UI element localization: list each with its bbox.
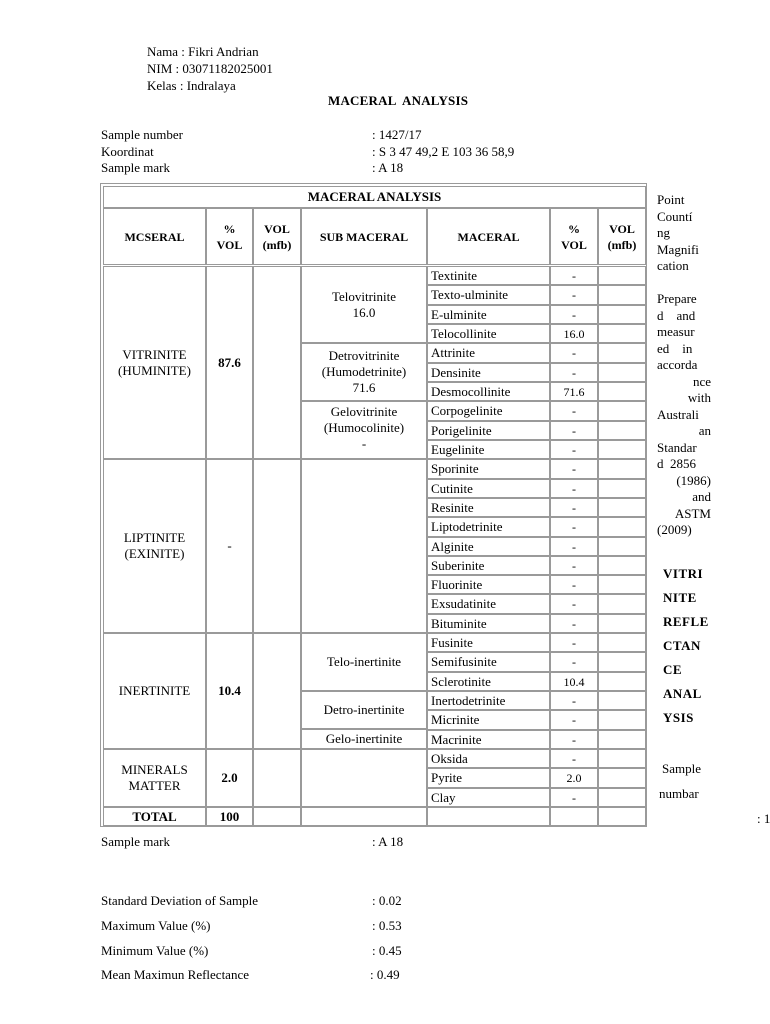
side-text: Magnifi [657,241,699,257]
side-text: Standar [657,439,697,455]
maceral-name: Porigelinite [427,421,550,440]
sample-number-value: : 1427/17 [372,127,422,142]
maceral-name: Resinite [427,498,550,517]
sub-detrovitrinite [301,343,427,401]
maceral-name: Macrinite [427,730,550,749]
sub-telovitrinite-name: Telovitrinite [331,288,397,304]
maceral-table [100,183,647,827]
student-kelas: Kelas : Indralaya [147,78,236,93]
total-mfb2 [598,807,646,826]
maceral-pct: - [550,730,598,749]
maceral-name: Micrinite [427,710,550,730]
group-vitrinite-pct: 87.6 [206,266,253,459]
stat-label: Minimum Value (%) [101,943,209,958]
maceral-mfb [598,594,646,614]
maceral-name: Telocollinite [427,324,550,343]
maceral-mfb [598,343,646,363]
side-text: d 2856 [657,456,696,471]
sub-liptinite-empty [301,459,427,633]
stat-label: Maximum Value (%) [101,918,211,933]
side-prepared [657,291,711,539]
side-text: cation [657,258,689,273]
maceral-pct: - [550,594,598,614]
maceral-pct: - [550,343,598,363]
group-minerals-mfb [253,749,301,807]
group-minerals: MINERALS MATTER [103,749,206,807]
sample-mark-value: : A 18 [372,160,404,175]
side-text: with [687,390,711,405]
header-vol-mfb: VOL (mfb) [253,208,301,265]
stat-value: : 0.02 [372,893,402,908]
maceral-name: E-ulminite [427,305,550,324]
group-liptinite: LIPTINITE (EXINITE) [103,459,206,633]
maceral-pct: - [550,788,598,807]
maceral-pct: - [550,479,598,498]
header-mcseral: MCSERAL [103,208,206,265]
maceral-mfb [598,382,646,401]
maceral-name: Corpogelinite [427,401,550,421]
side-text: Australi [657,406,699,422]
footer-sample-mark-label: Sample mark [101,834,170,849]
stat-value: : 0.45 [372,943,402,958]
student-nim: NIM : 03071182025001 [147,61,273,76]
maceral-pct: 71.6 [550,382,598,401]
header-vol-mfb-2: VOL (mfb) [598,208,646,265]
maceral-pct: - [550,285,598,305]
maceral-mfb [598,633,646,652]
maceral-mfb [598,749,646,768]
side-text: measur [657,324,695,339]
maceral-name: Sclerotinite [427,672,550,691]
sub-detro-inertinite: Detro-inertinite [301,691,427,729]
maceral-name: Cutinite [427,479,550,498]
maceral-mfb [598,440,646,459]
maceral-mfb [598,421,646,440]
sub-detrovitrinite-name: Detrovitrinite (Humodetrinite) [321,348,407,379]
group-inertinite-pct: 10.4 [206,633,253,749]
sub-gelovitrinite-name: Gelovitrinite (Humocolinite) [323,404,405,435]
maceral-pct: - [550,401,598,421]
maceral-pct: 16.0 [550,324,598,343]
sub-gelo-inertinite: Gelo-inertinite [301,729,427,749]
maceral-pct: - [550,710,598,730]
maceral-mfb [598,710,646,730]
maceral-name: Pyrite [427,768,550,788]
total-label: TOTAL [103,807,206,826]
maceral-mfb [598,556,646,575]
sample-mark-label: Sample mark [101,160,170,175]
side-text: and [692,489,711,504]
maceral-name: Densinite [427,363,550,382]
maceral-name: Exsudatinite [427,594,550,614]
maceral-name: Fusinite [427,633,550,652]
side-sample: Sample [662,761,701,776]
header-pct-vol: % VOL [206,208,253,265]
maceral-pct: - [550,652,598,672]
group-vitrinite-mfb [253,266,301,459]
maceral-pct: - [550,517,598,537]
total-pct2 [550,807,598,826]
group-liptinite-pct: - [206,459,253,633]
maceral-pct: - [550,575,598,594]
side-text: Point [657,192,685,207]
group-liptinite-mfb [253,459,301,633]
sub-minerals-empty [301,749,427,807]
maceral-mfb [598,768,646,788]
maceral-pct: - [550,266,598,285]
maceral-mfb [598,517,646,537]
maceral-pct: - [550,305,598,324]
maceral-pct: 10.4 [550,672,598,691]
maceral-mfb [598,672,646,691]
total-maceral [427,807,550,826]
side-text: an [698,423,711,438]
side-text: (2009) [657,522,692,537]
maceral-mfb [598,575,646,594]
maceral-mfb [598,266,646,285]
side-text: VITRI [663,566,704,581]
header-pct-vol-2: % VOL [550,208,598,265]
side-text: d and [657,307,696,323]
side-text: ed in [657,340,693,356]
maceral-name: Textinite [427,266,550,285]
maceral-pct: - [550,537,598,556]
koordinat-label: Koordinat [101,144,154,159]
header-sub-maceral: SUB MACERAL [301,208,427,265]
maceral-name: Clay [427,788,550,807]
side-colon: : 1 [757,811,770,826]
maceral-pct: - [550,749,598,768]
side-text: Countí [657,208,693,224]
maceral-name: Semifusinite [427,652,550,672]
side-text: ANAL [663,686,702,701]
side-text: YSIS [663,710,694,725]
maceral-name: Liptodetrinite [427,517,550,537]
maceral-pct: - [550,440,598,459]
maceral-pct: - [550,556,598,575]
side-text: NITE [663,590,697,605]
maceral-mfb [598,730,646,749]
side-point-counting [657,192,711,275]
footer-sample-mark-value: : A 18 [372,834,404,849]
maceral-mfb [598,363,646,382]
group-minerals-pct: 2.0 [206,749,253,807]
maceral-pct: - [550,459,598,479]
koordinat-value: : S 3 47 49,2 E 103 36 58,9 [372,144,515,159]
maceral-mfb [598,788,646,807]
maceral-name: Sporinite [427,459,550,479]
side-text: accorda [657,357,698,372]
sub-telovitrinite [301,266,427,343]
page-title: MACERAL ANALYSIS [328,93,469,108]
maceral-name: Attrinite [427,343,550,363]
side-text: REFLE [663,614,709,629]
side-text: ASTM [674,505,711,521]
maceral-pct: - [550,691,598,710]
stat-value: : 0.49 [370,967,400,982]
maceral-name: Alginite [427,537,550,556]
sub-gelovitrinite-value: - [361,436,367,451]
side-text: nce [692,373,711,389]
maceral-name: Inertodetrinite [427,691,550,710]
stat-label: Standard Deviation of Sample [101,893,259,908]
sample-number-label: Sample number [101,127,183,142]
sub-telovitrinite-value: 16.0 [352,304,376,320]
maceral-mfb [598,324,646,343]
total-sub [301,807,427,826]
maceral-mfb [598,459,646,479]
table-title: MACERAL ANALYSIS [103,186,646,208]
sub-detrovitrinite-value: 71.6 [352,380,376,395]
group-inertinite: INERTINITE [103,633,206,749]
maceral-name: Oksida [427,749,550,768]
maceral-mfb [598,652,646,672]
maceral-name: Suberinite [427,556,550,575]
student-name: Nama : Fikri Andrian [147,44,259,59]
maceral-pct: - [550,363,598,382]
maceral-mfb [598,479,646,498]
maceral-name: Eugelinite [427,440,550,459]
stat-label: Mean Maximun Reflectance [101,967,249,982]
total-value: 100 [206,807,253,826]
side-text: ng [657,225,670,240]
side-vitrinite-reflectance [663,562,717,730]
maceral-pct: - [550,633,598,652]
maceral-mfb [598,305,646,324]
maceral-mfb [598,691,646,710]
maceral-pct: 2.0 [550,768,598,788]
header-maceral: MACERAL [427,208,550,265]
side-text: CE [663,662,683,677]
maceral-pct: - [550,498,598,517]
side-text: CTAN [663,638,701,653]
maceral-pct: - [550,421,598,440]
maceral-mfb [598,498,646,517]
total-mfb [253,807,301,826]
maceral-name: Texto-ulminite [427,285,550,305]
maceral-mfb [598,537,646,556]
stat-value: : 0.53 [372,918,402,933]
sub-telo-inertinite: Telo-inertinite [301,633,427,691]
maceral-mfb [598,614,646,633]
side-text: Prepare [657,291,697,306]
maceral-name: Fluorinite [427,575,550,594]
maceral-mfb [598,401,646,421]
side-text: (1986) [676,472,711,488]
group-inertinite-mfb [253,633,301,749]
maceral-mfb [598,285,646,305]
maceral-name: Bituminite [427,614,550,633]
sub-gelovitrinite [301,401,427,459]
group-vitrinite: VITRINITE (HUMINITE) [103,266,206,459]
maceral-name: Desmocollinite [427,382,550,401]
maceral-pct: - [550,614,598,633]
side-numbar: numbar [659,786,699,801]
